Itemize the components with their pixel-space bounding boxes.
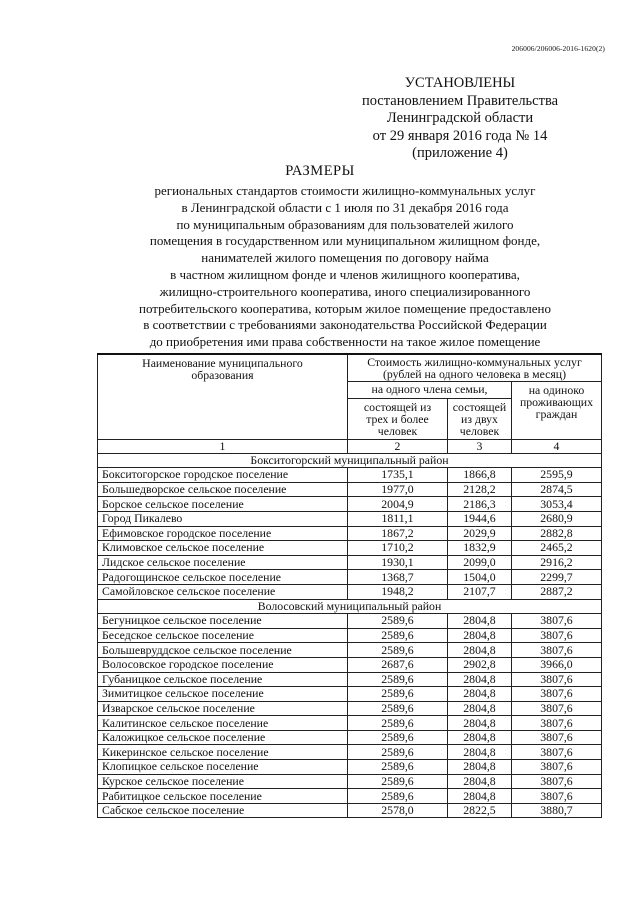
- value-three-plus: 2589,6: [348, 628, 448, 643]
- table-row: [98, 468, 602, 483]
- municipality-name: Сабское сельское поселение: [98, 803, 348, 818]
- value-three-plus: 2589,6: [348, 789, 448, 804]
- column-number: 2: [348, 439, 448, 453]
- municipality-name: Кикеринское сельское поселение: [98, 745, 348, 760]
- value-three-plus: 2578,0: [348, 803, 448, 818]
- table-row: [98, 511, 602, 526]
- value-two: 2804,8: [448, 628, 512, 643]
- value-three-plus: 2589,6: [348, 614, 448, 629]
- value-three-plus: 2589,6: [348, 760, 448, 775]
- table-row: [98, 760, 602, 775]
- municipality-name: Бегуницкое сельское поселение: [98, 614, 348, 629]
- value-three-plus: 1811,1: [348, 511, 448, 526]
- subtitle-line: нанимателей жилого помещения по договору найма: [201, 250, 489, 266]
- municipality-name: Изварское сельское поселение: [98, 701, 348, 716]
- approval-heading: УСТАНОВЛЕНЫ: [404, 75, 516, 91]
- municipality-name: Борское сельское поселение: [98, 497, 348, 512]
- value-single: 3053,4: [512, 497, 602, 512]
- value-single: 3880,7: [512, 803, 602, 818]
- table-row: [98, 628, 602, 643]
- header-family-member: на одного члена семьи,: [348, 382, 512, 399]
- value-two: 2902,8: [448, 657, 512, 672]
- municipality-name: Беседское сельское поселение: [98, 628, 348, 643]
- header-cost-column: Стоимость жилищно-коммунальных услуг (рублей на одного человека в месяц): [348, 354, 602, 382]
- value-three-plus: 2589,6: [348, 745, 448, 760]
- section-title: Волосовский муниципальный район: [98, 599, 602, 614]
- section-row: [98, 599, 602, 614]
- value-three-plus: 1368,7: [348, 570, 448, 585]
- table-row: [98, 789, 602, 804]
- value-single: 3966,0: [512, 657, 602, 672]
- value-single: 2680,9: [512, 511, 602, 526]
- approval-date: от 29 января 2016 года № 14: [372, 127, 548, 144]
- value-three-plus: 2004,9: [348, 497, 448, 512]
- value-single: 2887,2: [512, 584, 602, 599]
- table-row: [98, 570, 602, 585]
- subtitle-line: по муниципальным образованиям для пользователей жилого: [176, 216, 514, 232]
- document-id: 206006/206006-2016-1620(2): [511, 44, 605, 53]
- municipality-name: Клопицкое сельское поселение: [98, 760, 348, 775]
- table-row: [98, 774, 602, 789]
- value-two: 2029,9: [448, 526, 512, 541]
- value-two: 2804,8: [448, 789, 512, 804]
- section-title: Бокситогорский муниципальный район: [98, 453, 602, 468]
- table-row: [98, 584, 602, 599]
- municipality-name: Лидское сельское поселение: [98, 555, 348, 570]
- municipality-name: Волосовское городское поселение: [98, 657, 348, 672]
- value-two: 2804,8: [448, 672, 512, 687]
- subtitle-line: региональных стандартов стоимости жилищно-коммунальных услуг: [154, 183, 536, 198]
- standards-table: [97, 353, 602, 818]
- municipality-name: Зимитицкое сельское поселение: [98, 687, 348, 702]
- municipality-name: Ефимовское городское поселение: [98, 526, 348, 541]
- municipality-name: Калитинское сельское поселение: [98, 716, 348, 731]
- table-body: [98, 453, 602, 818]
- value-two: 2186,3: [448, 497, 512, 512]
- value-single: 2299,7: [512, 570, 602, 585]
- value-two: 1944,6: [448, 511, 512, 526]
- value-three-plus: 2589,6: [348, 774, 448, 789]
- value-two: 2804,8: [448, 614, 512, 629]
- value-three-plus: 1930,1: [348, 555, 448, 570]
- table-row: [98, 541, 602, 556]
- value-single: 3807,6: [512, 687, 602, 702]
- value-two: 2822,5: [448, 803, 512, 818]
- value-single: 3807,6: [512, 643, 602, 658]
- table-row: [98, 672, 602, 687]
- value-single: 3807,6: [512, 745, 602, 760]
- value-single: 3807,6: [512, 774, 602, 789]
- value-single: 2874,5: [512, 482, 602, 497]
- value-three-plus: 2589,6: [348, 672, 448, 687]
- document-subtitle: [95, 183, 595, 351]
- approval-line: Ленинградской области: [386, 110, 534, 126]
- municipality-name: Город Пикалево: [98, 511, 348, 526]
- document-title: РАЗМЕРЫ: [285, 163, 355, 179]
- value-two: 2804,8: [448, 643, 512, 658]
- table-row: [98, 701, 602, 716]
- column-number: 3: [448, 439, 512, 453]
- subtitle-line: помещения в государственном или муниципальном жилищном фонде,: [149, 233, 541, 249]
- table-row: [98, 716, 602, 731]
- value-two: 2128,2: [448, 482, 512, 497]
- value-two: 2804,8: [448, 687, 512, 702]
- table-row: [98, 614, 602, 629]
- value-single: 3807,6: [512, 730, 602, 745]
- municipality-name: Радогощинское сельское поселение: [98, 570, 348, 585]
- subtitle-line: до приобретения ими права собственности на такое жилое помещение: [149, 334, 541, 350]
- value-single: 3807,6: [512, 789, 602, 804]
- table-row: [98, 497, 602, 512]
- value-two: 2804,8: [448, 745, 512, 760]
- value-three-plus: 1977,0: [348, 482, 448, 497]
- table-row: [98, 657, 602, 672]
- table-row: [98, 482, 602, 497]
- value-single: 3807,6: [512, 628, 602, 643]
- municipality-name: Климовское сельское поселение: [98, 541, 348, 556]
- header-single: на одиноко проживающих граждан: [512, 382, 602, 440]
- table-row: [98, 526, 602, 541]
- value-two: 1504,0: [448, 570, 512, 585]
- value-two: 2099,0: [448, 555, 512, 570]
- municipality-name: Самойловское сельское поселение: [98, 584, 348, 599]
- subtitle-line: потребительского кооператива, которым жилое помещение предоставлено: [139, 300, 551, 316]
- value-two: 2804,8: [448, 730, 512, 745]
- value-two: 2804,8: [448, 701, 512, 716]
- table-row: [98, 745, 602, 760]
- subtitle-line: в частном жилищном фонде и членов жилищного кооператива,: [170, 266, 520, 282]
- value-two: 2804,8: [448, 760, 512, 775]
- municipality-name: Бокситогорское городское поселение: [98, 468, 348, 483]
- header-three-plus: состоящей из трех и более человек: [348, 398, 448, 439]
- value-two: 1832,9: [448, 541, 512, 556]
- subtitle-line: в Ленинградской области с 1 июля по 31 декабря 2016 года: [181, 199, 509, 215]
- value-single: 3807,6: [512, 672, 602, 687]
- value-single: 2595,9: [512, 468, 602, 483]
- subtitle-line: в соответствии с требованиями законодательства Российской Федерации: [143, 317, 547, 333]
- municipality-name: Губаницкое сельское поселение: [98, 672, 348, 687]
- table-row: [98, 687, 602, 702]
- value-single: 2882,8: [512, 526, 602, 541]
- header-two: состоящей из двух человек: [448, 398, 512, 439]
- subtitle-line: жилищно-строительного кооператива, иного специализированного: [159, 283, 531, 299]
- section-row: [98, 453, 602, 468]
- table-row: [98, 643, 602, 658]
- value-three-plus: 2589,6: [348, 643, 448, 658]
- municipality-name: Рабитицкое сельское поселение: [98, 789, 348, 804]
- value-three-plus: 2589,6: [348, 687, 448, 702]
- value-three-plus: 1710,2: [348, 541, 448, 556]
- value-single: 2465,2: [512, 541, 602, 556]
- value-three-plus: 1948,2: [348, 584, 448, 599]
- table-row: [98, 803, 602, 818]
- table-row: [98, 555, 602, 570]
- value-two: 2804,8: [448, 774, 512, 789]
- value-single: 3807,6: [512, 760, 602, 775]
- column-number: 4: [512, 439, 602, 453]
- value-three-plus: 2687,6: [348, 657, 448, 672]
- municipality-name: Каложицкое сельское поселение: [98, 730, 348, 745]
- value-three-plus: 2589,6: [348, 701, 448, 716]
- municipality-name: Курское сельское поселение: [98, 774, 348, 789]
- municipality-name: Большедворское сельское поселение: [98, 482, 348, 497]
- approval-block: [360, 75, 560, 163]
- value-three-plus: 1735,1: [348, 468, 448, 483]
- value-three-plus: 2589,6: [348, 730, 448, 745]
- value-three-plus: 1867,2: [348, 526, 448, 541]
- approval-line: постановлением Правительства: [361, 92, 559, 109]
- value-single: 3807,6: [512, 716, 602, 731]
- value-single: 2916,2: [512, 555, 602, 570]
- header-name-column: Наименование муниципального образования: [98, 354, 348, 439]
- table-row: [98, 730, 602, 745]
- approval-appendix: (приложение 4): [412, 145, 508, 161]
- value-single: 3807,6: [512, 614, 602, 629]
- value-single: 3807,6: [512, 701, 602, 716]
- column-number: 1: [98, 439, 348, 453]
- value-two: 2804,8: [448, 716, 512, 731]
- value-two: 1866,8: [448, 468, 512, 483]
- value-three-plus: 2589,6: [348, 716, 448, 731]
- value-two: 2107,7: [448, 584, 512, 599]
- municipality-name: Большевруддское сельское поселение: [98, 643, 348, 658]
